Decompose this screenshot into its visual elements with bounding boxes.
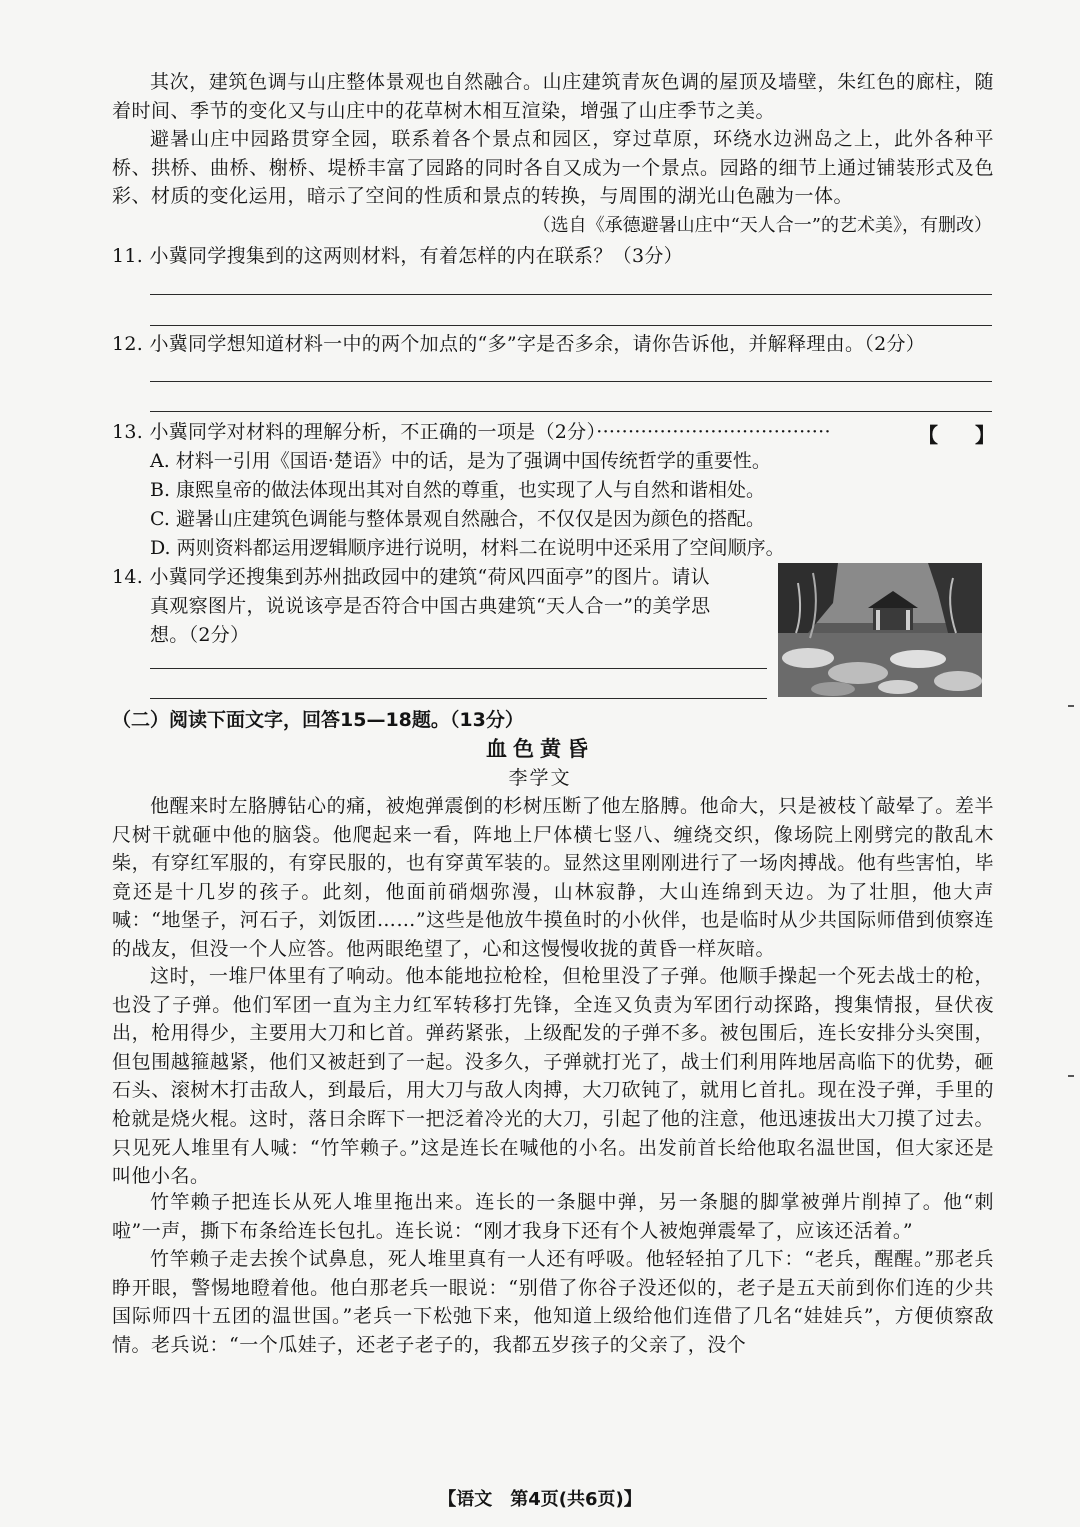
question-14-line-3: 想。（2分）: [150, 624, 250, 646]
material2-paragraph-2: 避暑山庄中园路贯穿全园，联系着各个景点和园区，穿过草原，环绕水边洲岛之上，此外各种平桥、拱桥、曲桥、榭桥、堤桥丰富了园路的同时各自又成为一个景点。园路的细节上通过铺装形式及色彩、材质的变化运用，暗示了空间的性质和景点的转换，与周围的湖光山色融为一体。: [112, 128, 994, 208]
answer-line-11a[interactable]: [150, 294, 992, 295]
article-paragraph-2: 这时，一堆尸体里有了响动。他本能地拉枪栓，但枪里没了子弹。他顺手操起一个死去战士的枪，也没了子弹。他们军团一直为主力红军转移打先锋，全连又负责为军团行动探路，搜集情报，昼伏夜出，枪用得少，主要用大刀和匕首。弹药紧张，上级配发的子弹不多。被包围后，连长安排分头突围，但包围越箍越紧，他们又被赶到了一起。没多久，子弹就打光了，战士们利用阵地居高临下的优势，砸石头、滚树木打击敌人，到最后，用大刀与敌人肉搏，大刀砍钝了，就用匕首扎。现在没子弹，手里的枪就是烧火棍。这时，落日余晖下一把泛着冷光的大刀，引起了他的注意，他迅速拔出大刀摸了过去。只见死人堆里有人喊：“竹竿赖子。”这是连长在喊他的小名。出发前首长给他取名温世国，但大家还是叫他小名。: [112, 965, 994, 1188]
material2-paragraph-1: 其次，建筑色调与山庄整体景观也自然融合。山庄建筑青灰色调的屋顶及墙壁，朱红色的廊柱，随着时间、季节的变化又与山庄中的花草树木相互渲染，增强了山庄季节之美。: [112, 71, 994, 122]
answer-line-12b[interactable]: [150, 411, 992, 412]
answer-line-14a[interactable]: [150, 668, 767, 669]
article-title: 血色黄昏: [486, 737, 594, 761]
question-13: 13. 小冀同学对材料的理解分析，不正确的一项是（2分）·····································: [112, 421, 831, 443]
option-a: A. 材料一引用《国语·楚语》中的话，是为了强调中国传统哲学的重要性。: [150, 450, 771, 472]
scan-edge-mark: [1068, 705, 1074, 707]
article-paragraph-1: 他醒来时左胳膊钻心的痛，被炮弹震倒的杉树压断了他左胳膊。他命大，只是被枝丫敲晕了。差半尺树干就砸中他的脑袋。他爬起来一看，阵地上尸体横七竖八、缠绕交织，像场院上刚劈完的散乱木柴，有穿红军服的，有穿民服的，也有穿黄军装的。显然这里刚刚进行了一场肉搏战。他有些害怕，毕竟还是十几岁的孩子。此刻，他面前硝烟弥漫，山林寂静，大山连绵到天边。为了壮胆，他大声喊：“地堡子，河石子，刘饭团……”这些是他放牛摸鱼时的小伙伴，也是临时从少共国际师借到侦察连的战友，但没一个人应答。他两眼绝望了，心和这慢慢收拢的黄昏一样灰暗。: [112, 795, 994, 960]
page-footer: 【语文 第4页(共6页)】: [438, 1489, 642, 1510]
question-14-line-2: 真观察图片，说说该亭是否符合中国古典建筑“天人合一”的美学思: [150, 595, 711, 617]
section-heading: （二）阅读下面文字，回答15—18题。（13分）: [112, 709, 524, 731]
answer-bracket-right[interactable]: 】: [975, 423, 995, 447]
article-paragraph-4: 竹竿赖子走去挨个试鼻息，死人堆里真有一人还有呼吸。他轻轻拍了几下：“老兵，醒醒。”那老兵睁开眼，警惕地瞪着他。他白那老兵一眼说：“别借了你谷子没还似的，老子是五天前到你们连的少共国际师四十五团的温世国。”老兵一下松弛下来，他知道上级给他们连借了几名“娃娃兵”，方便侦察敌情。老兵说：“一个瓜娃子，还老子老子的，我都五岁孩子的父亲了，没个: [112, 1248, 994, 1356]
answer-line-12a[interactable]: [150, 381, 992, 382]
scan-edge-mark: [1068, 1075, 1074, 1077]
pavilion-photo: [778, 563, 982, 697]
article-paragraph-3: 竹竿赖子把连长从死人堆里拖出来。连长的一条腿中弹，另一条腿的脚掌被弹片削掉了。他“刺啦”一声，撕下布条给连长包扎。连长说：“刚才我身下还有个人被炮弹震晕了，应该还活着。”: [112, 1191, 994, 1242]
pavilion-photo-illustration: [778, 563, 982, 697]
question-11: 11. 小冀同学搜集到的这两则材料，有着怎样的内在联系？（3分）: [112, 245, 683, 267]
answer-line-11b[interactable]: [150, 325, 992, 326]
article-author: 李学文: [508, 767, 572, 789]
question-12: 12. 小冀同学想知道材料一中的两个加点的“多”字是否多余，请你告诉他，并解释理由。（2分）: [112, 333, 926, 355]
option-b: B. 康熙皇帝的做法体现出其对自然的尊重，也实现了人与自然和谐相处。: [150, 479, 766, 501]
material2-source: （选自《承德避暑山庄中“天人合一”的艺术美》，有删改）: [532, 215, 992, 236]
question-14-line-1: 14. 小冀同学还搜集到苏州拙政园中的建筑“荷风四面亭”的图片。请认: [112, 566, 710, 588]
answer-bracket-left[interactable]: 【: [918, 423, 938, 447]
option-c: C. 避暑山庄建筑色调能与整体景观自然融合，不仅仅是因为颜色的搭配。: [150, 508, 765, 530]
option-d: D. 两则资料都运用逻辑顺序进行说明，材料二在说明中还采用了空间顺序。: [150, 537, 785, 559]
answer-line-14b[interactable]: [150, 698, 767, 699]
